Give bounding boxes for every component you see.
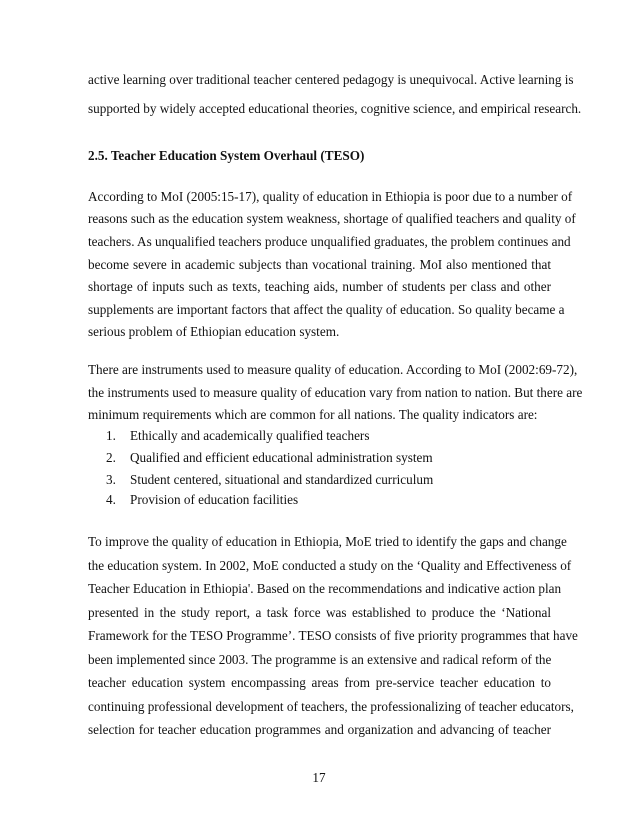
body-line: continuing professional development of teachers, the professionalizing of teacher educators, [88, 699, 574, 714]
list-item-number: 2. [106, 450, 116, 465]
body-line: reasons such as the education system weakness, shortage of qualified teachers and quality of [88, 211, 576, 226]
section-heading: 2.5. Teacher Education System Overhaul (TESO) [88, 148, 365, 163]
body-line: supported by widely accepted educational theories, cognitive science, and empirical research. [88, 101, 582, 116]
body-line: Teacher Education in Ethiopia'. Based on the recommendations and indicative action plan [88, 581, 562, 596]
body-line: the instruments used to measure quality of education vary from nation to nation. But there are [88, 385, 583, 400]
list-item: Student centered, situational and standardized curriculum [130, 472, 434, 487]
body-line: Framework for the TESO Programme’. TESO consists of five priority programmes that have [88, 628, 578, 643]
body-line: serious problem of Ethiopian education system. [88, 324, 340, 339]
list-item: Provision of education facilities [130, 492, 299, 507]
body-line: active learning over traditional teacher centered pedagogy is unequivocal. Active learning is [88, 72, 574, 87]
body-line: There are instruments used to measure quality of education. According to MoI (2002:69-72), [88, 362, 578, 377]
list-item-number: 3. [106, 472, 116, 487]
body-line: been implemented since 2003. The programme is an extensive and radical reform of the [88, 652, 552, 667]
body-line: supplements are important factors that affect the quality of education. So quality became a [88, 302, 565, 317]
body-line: To improve the quality of education in Ethiopia, MoE tried to identify the gaps and change [88, 534, 567, 549]
body-line: become severe in academic subjects than vocational training. MoI also mentioned that [88, 257, 551, 272]
body-line: minimum requirements which are common for all nations. The quality indicators are: [88, 407, 538, 422]
list-item: Ethically and academically qualified teachers [130, 428, 370, 443]
body-line: the education system. In 2002, MoE conducted a study on the ‘Quality and Effectiveness of [88, 558, 572, 573]
page-number: 17 [312, 770, 326, 785]
body-line: shortage of inputs such as texts, teaching aids, number of students per class and other [88, 279, 551, 294]
list-item: Qualified and efficient educational administration system [130, 450, 433, 465]
list-item-number: 1. [106, 428, 116, 443]
body-line: presented in the study report, a task force was established to produce the ‘National [88, 605, 551, 620]
body-line: According to MoI (2005:15-17), quality of education in Ethiopia is poor due to a number of [88, 189, 573, 204]
body-line: selection for teacher education programmes and organization and advancing of teacher [88, 722, 551, 737]
body-line: teachers. As unqualified teachers produce unqualified graduates, the problem continues and [88, 234, 571, 249]
body-line: teacher education system encompassing areas from pre-service teacher education to [88, 675, 551, 690]
list-item-number: 4. [106, 492, 116, 507]
